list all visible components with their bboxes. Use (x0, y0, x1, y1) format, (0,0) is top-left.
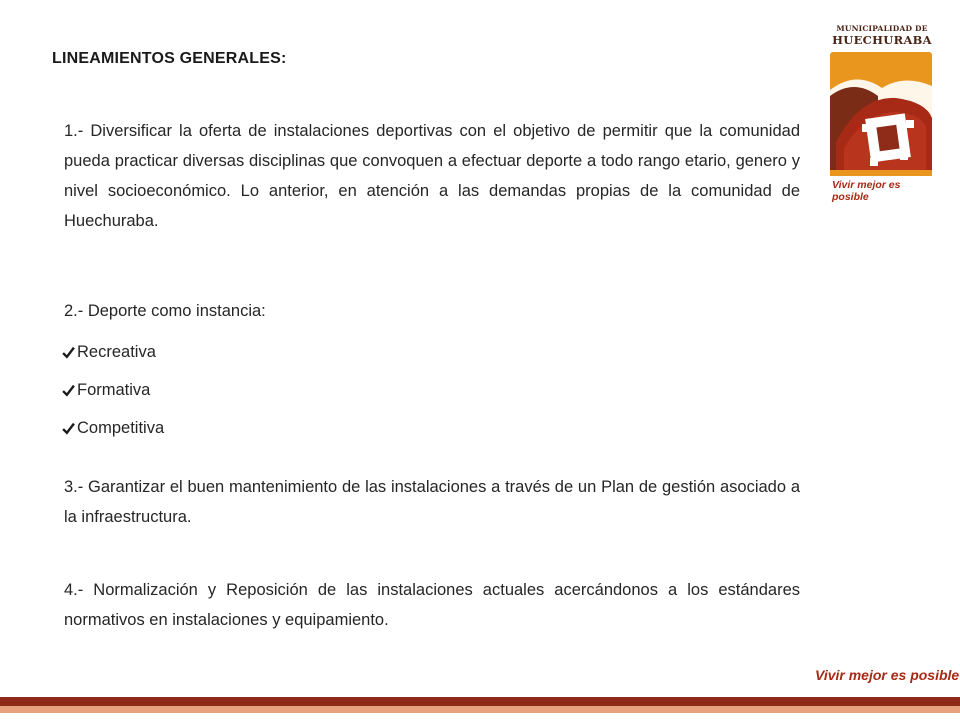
check-label: Formativa (77, 380, 151, 399)
guideline-3: 3.- Garantizar el buen mantenimiento de las instalaciones a través de un Plan de gestión asociado a la infraestructura. (64, 478, 800, 526)
checkmark-icon (62, 346, 75, 359)
check-label: Recreativa (77, 342, 156, 361)
check-list (62, 333, 164, 447)
list-item (62, 371, 164, 409)
list-item (62, 333, 164, 371)
checkmark-icon (62, 422, 75, 435)
guideline-2-label: 2.- Deporte como instancia: (64, 302, 266, 320)
guideline-1: 1.- Diversificar la oferta de instalaciones deportivas con el objetivo de permitir que la comunidad pueda practicar diversas disciplinas que convoquen a efectuar deporte a todo rango etario, genero y nivel socioeconómico. Lo anterior, en atención a las demandas propias de la comunidad de Huechuraba. (64, 122, 800, 230)
logo-line-1: MUNICIPALIDAD DE (836, 24, 928, 33)
page-title: LINEAMIENTOS GENERALES: (52, 50, 287, 67)
checkmark-icon (62, 384, 75, 397)
list-item (62, 409, 164, 447)
logo-slogan: Vivir mejor es posible (832, 179, 901, 203)
check-label: Competitiva (77, 418, 165, 437)
logo-line-2: HUECHURABA (832, 33, 932, 47)
footer-slogan: Vivir mejor es posible (815, 667, 960, 683)
footer-bar-light (0, 706, 960, 713)
guideline-4: 4.- Normalización y Reposición de las instalaciones actuales acercándonos a los estándares normativos en instalaciones y equipamiento. (64, 581, 800, 629)
footer-bar-dark (0, 697, 960, 706)
municipality-logo (826, 24, 938, 203)
coat-of-arms-icon (830, 52, 932, 176)
